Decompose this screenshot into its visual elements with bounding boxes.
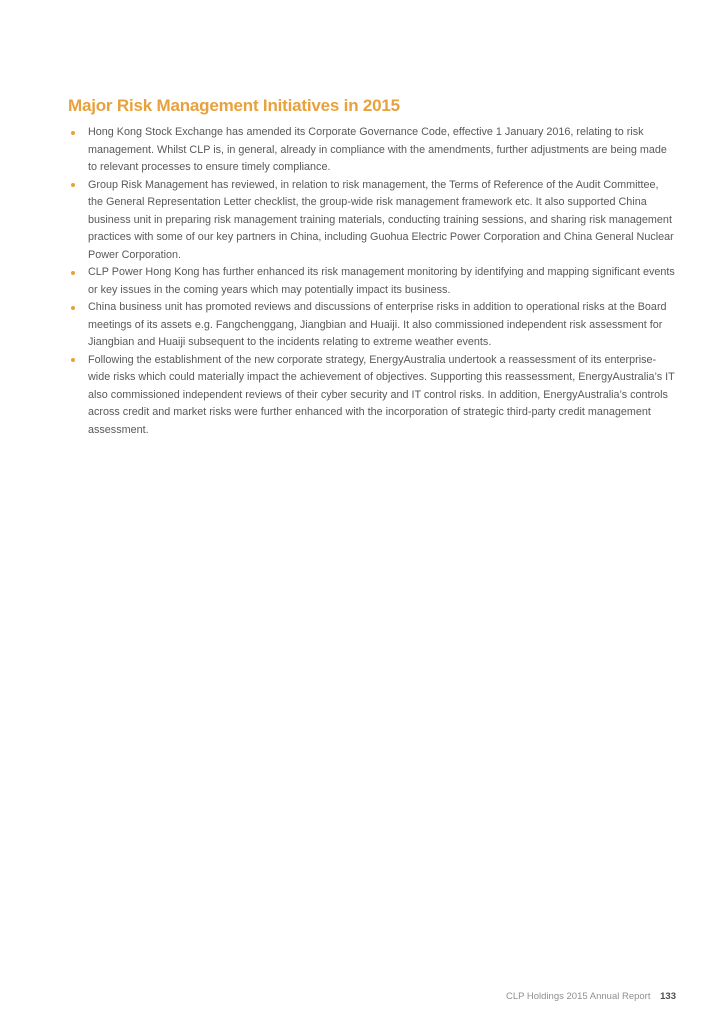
list-item	[68, 352, 676, 440]
list-item	[68, 177, 676, 265]
bullet-icon	[71, 358, 75, 362]
bullet-text: Following the establishment of the new corporate strategy, EnergyAustralia undertook a reassessment of its enterprise-wide risks which could materially impact the achievement of objectives. Supporting this reassessment, EnergyAustralia’s IT also commissioned independent reviews of their cyber security and IT control risks. In addition, EnergyAustralia’s controls across credit and market risks were further enhanced with the incorporation of strategic third-party credit management assessment.	[88, 353, 675, 436]
bullet-icon	[71, 306, 75, 310]
bullet-icon	[71, 131, 75, 135]
page-footer	[506, 991, 676, 1002]
page-number: 133	[660, 991, 676, 1002]
bullet-text: Group Risk Management has reviewed, in relation to risk management, the Terms of Reference of the Audit Committee, the General Representation Letter checklist, the group-wide risk management framework etc. It also supported China business unit in preparing risk management training materials, conducting training sessions, and sharing risk management practices with some of our key partners in China, including Guohua Electric Power Corporation and China General Nuclear Power Corporation.	[88, 178, 674, 261]
bullet-text: Hong Kong Stock Exchange has amended its Corporate Governance Code, effective 1 January 2016, relating to risk management. Whilst CLP is, in general, already in compliance with the amendments, further adjustments are being made to relevant processes to ensure timely compliance.	[88, 126, 667, 173]
bullet-text: CLP Power Hong Kong has further enhanced its risk management monitoring by identifying and mapping significant events or key issues in the coming years which may potentially impact its business.	[88, 266, 675, 296]
list-item	[68, 264, 676, 299]
bullet-icon	[71, 271, 75, 275]
bullet-icon	[71, 183, 75, 187]
list-item	[68, 124, 676, 177]
bullet-text: China business unit has promoted reviews and discussions of enterprise risks in addition to operational risks at the Board meetings of its assets e.g. Fangchenggang, Jiangbian and Huaiji. It also commissioned independent risk assessment for Jiangbian and Huaiji subsequent to the incidents relating to extreme weather events.	[88, 301, 667, 348]
list-item	[68, 299, 676, 352]
bullet-list	[68, 124, 676, 439]
report-name: CLP Holdings 2015 Annual Report	[505, 991, 651, 1002]
page-title: Major Risk Management Initiatives in 2015	[68, 96, 400, 115]
